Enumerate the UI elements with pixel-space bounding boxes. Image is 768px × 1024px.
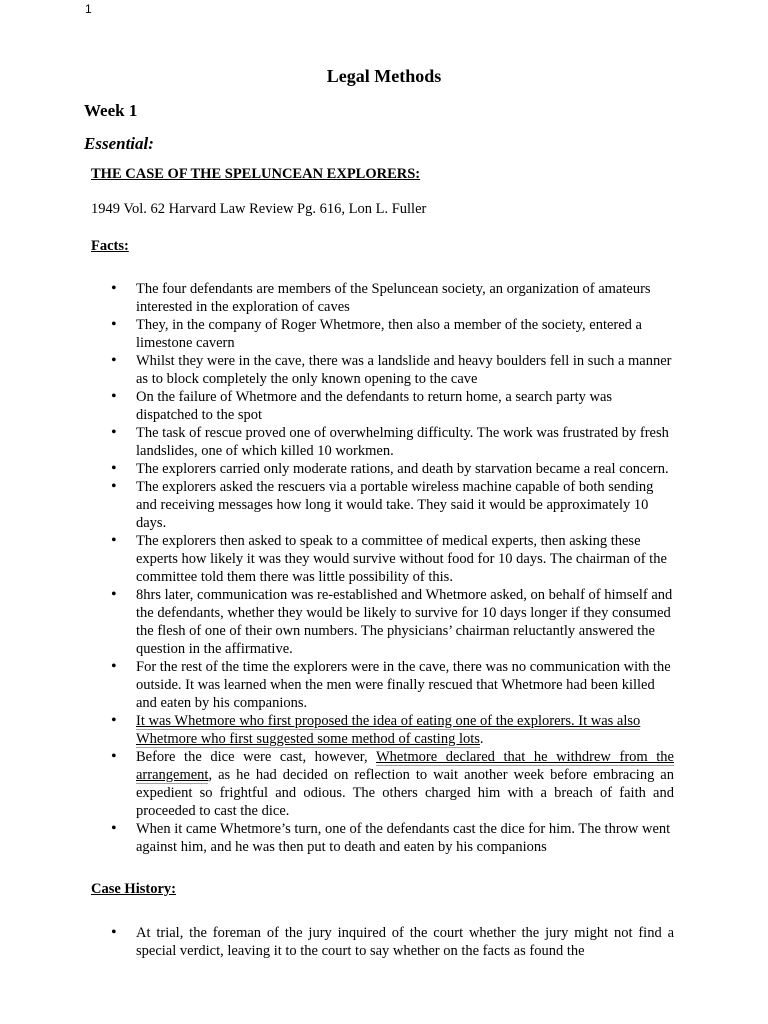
list-item-text: Before the dice were cast, however, xyxy=(136,749,376,765)
facts-heading: Facts: xyxy=(91,238,129,254)
case-history-list xyxy=(136,924,674,960)
list-item: • They, in the company of Roger Whetmore, then also a member of the society, entered a limestone cavern xyxy=(136,316,674,352)
list-item: • When it came Whetmore’s turn, one of the defendants cast the dice for him. The throw went against him, and he was then put to death and eaten by his companions xyxy=(136,820,674,856)
list-item: • The explorers carried only moderate rations, and death by starvation became a real concern. xyxy=(136,460,674,478)
list-item: • The explorers asked the rescuers via a portable wireless machine capable of both sending and receiving messages how long it would take. They said it would be approximately 10 days. xyxy=(136,478,674,532)
case-title: THE CASE OF THE SPELUNCEAN EXPLORERS: xyxy=(91,166,421,182)
highlighted-text: Whetmore declared that he withdrew from the arrangement xyxy=(136,749,674,783)
list-item: • Whilst they were in the cave, there was a landslide and heavy boulders fell in such a manner as to block completely the only known opening to the cave xyxy=(136,352,674,388)
list-item: • The four defendants are members of the Speluncean society, an organization of amateurs interested in the exploration of caves xyxy=(136,280,674,316)
list-item-text: , as he had decided on reflection to wait another week before embracing an expedient so frightful and odious. The others charged him with a breach of faith and proceeded to cast the dice. xyxy=(136,767,674,819)
essential-heading: Essential: xyxy=(84,134,154,153)
case-history-heading: Case History: xyxy=(91,881,176,897)
list-item xyxy=(136,748,674,820)
case-citation: 1949 Vol. 62 Harvard Law Review Pg. 616, Lon L. Fuller xyxy=(91,201,427,217)
week-heading: Week 1 xyxy=(84,101,138,120)
page-number: 1 xyxy=(85,2,92,16)
list-item: • The explorers then asked to speak to a committee of medical experts, then asking these experts how likely it was they would survive without food for 10 days. The chairman of the committee told them there was little possibility of this. xyxy=(136,532,674,586)
list-item: • For the rest of the time the explorers were in the cave, there was no communication with the outside. It was learned when the men were finally rescued that Whetmore had been killed and eaten by his companions. xyxy=(136,658,674,712)
list-item-end: . xyxy=(479,731,484,747)
highlighted-text: It was Whetmore who first proposed the idea of eating one of the explorers. It was also Whetmore who first suggested some method of casting lots xyxy=(136,713,641,747)
list-item: • 8hrs later, communication was re-established and Whetmore asked, on behalf of himself and the defendants, whether they would be likely to survive for 10 days longer if they consumed the flesh of one of their own numbers. The physicians’ chairman reluctantly answered the question in the affirmative. xyxy=(136,586,674,658)
list-item xyxy=(136,712,674,748)
list-item: • On the failure of Whetmore and the defendants to return home, a search party was dispatched to the spot xyxy=(136,388,674,424)
facts-list xyxy=(136,280,674,856)
list-item: • At trial, the foreman of the jury inquired of the court whether the jury might not find a special verdict, leaving it to the court to say whether on the facts as found the xyxy=(136,924,674,960)
document-title: Legal Methods xyxy=(326,66,442,86)
list-item: • The task of rescue proved one of overwhelming difficulty. The work was frustrated by fresh landslides, one of which killed 10 workmen. xyxy=(136,424,674,460)
